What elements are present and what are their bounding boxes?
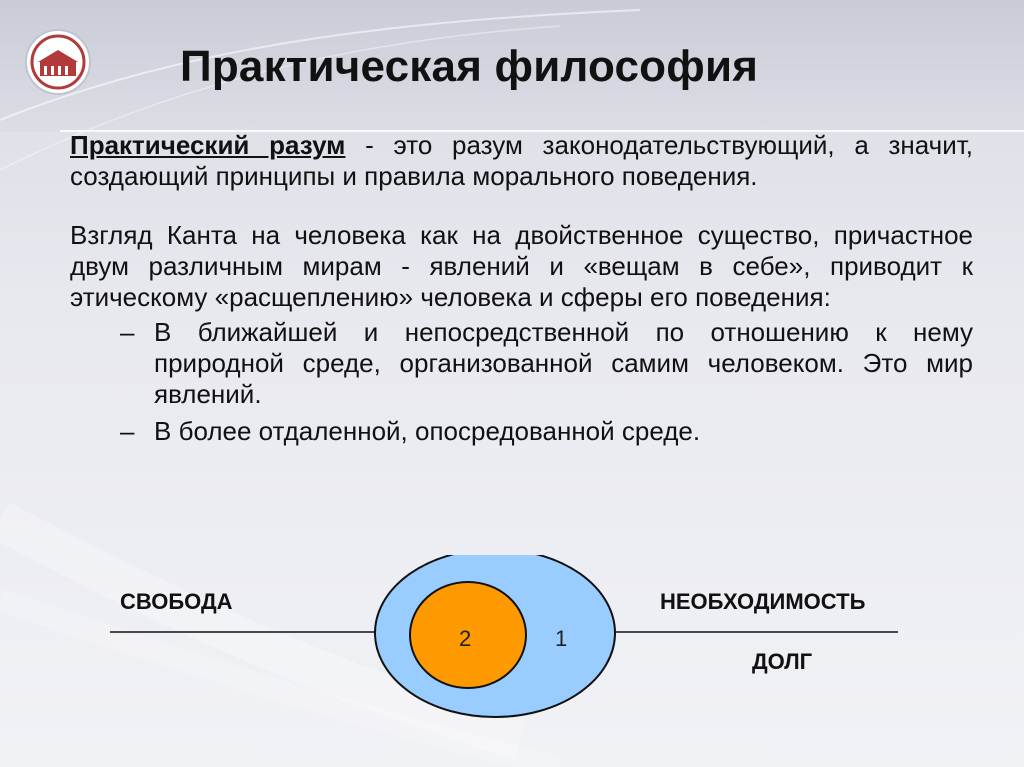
slide-title: Практическая философия bbox=[180, 42, 759, 91]
right-label-necessity: НЕОБХОДИМОСТЬ bbox=[660, 589, 866, 614]
bullet-dash: – bbox=[120, 416, 135, 446]
bullet-item bbox=[70, 416, 973, 447]
definition-paragraph bbox=[70, 130, 973, 192]
bullet-text: В более отдаленной, опосредованной среде. bbox=[154, 416, 701, 446]
left-label-freedom: СВОБОДА bbox=[120, 589, 233, 614]
freedom-necessity-diagram bbox=[0, 555, 1024, 767]
kant-paragraph: Взгляд Канта на человека как на двойственное существо, причастное двум различным мирам - явлений и «вещам в себе», приводит к этическому «расщеплению» человека и сферы его поведения: bbox=[70, 220, 973, 312]
definition-text: - это разум законодательствующий, а значит, создающий принципы и правила морального поведения. bbox=[70, 130, 973, 191]
bullet-item bbox=[70, 317, 973, 410]
term-practical-reason: Практический разум bbox=[70, 130, 346, 160]
university-logo bbox=[24, 28, 92, 96]
bullet-text: В ближайшей и непосредственной по отношению к нему природной среде, организованной самим человеком. Это мир явлений. bbox=[154, 317, 973, 409]
content-area bbox=[70, 130, 973, 453]
outer-number: 1 bbox=[555, 626, 568, 651]
bullet-dash: – bbox=[120, 317, 135, 347]
bottom-label-duty: ДОЛГ bbox=[752, 649, 813, 674]
inner-number: 2 bbox=[459, 626, 472, 651]
bullet-list bbox=[70, 317, 973, 447]
